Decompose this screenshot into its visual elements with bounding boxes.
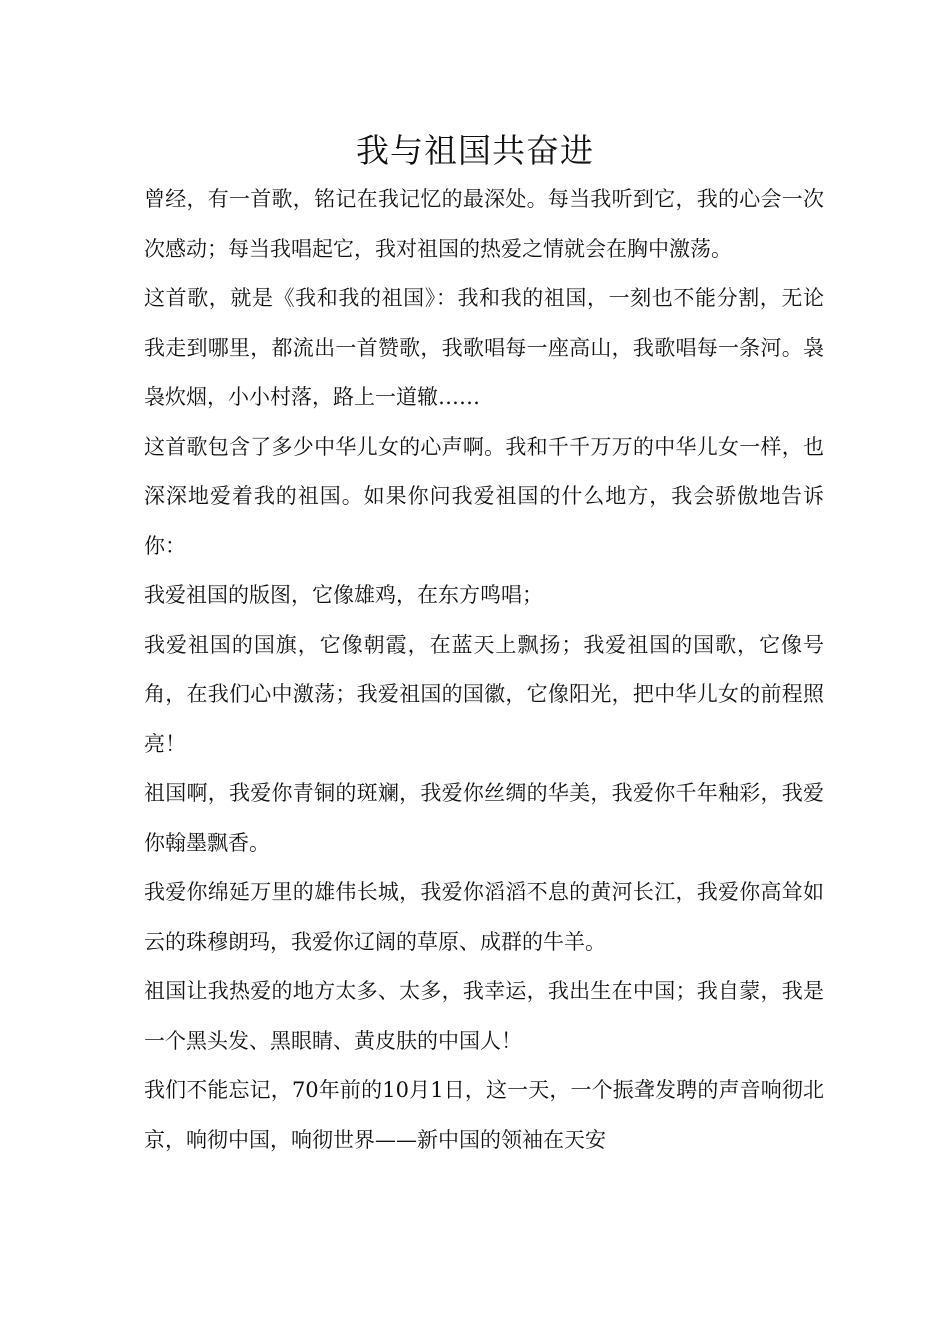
document-title: 我与祖国共奋进 [356,131,594,170]
paragraph: 这首歌包含了多少中华儿女的心声啊。我和千千万万的中华儿女一样，也深深地爱着我的祖国。如果你问我爱祖国的什么地方，我会骄傲地告诉你： [144,434,824,558]
paragraph: 祖国让我热爱的地方太多、太多，我幸运，我出生在中国；我自蒙，我是一个黑头发、黑眼睛、黄皮肤的中国人！ [144,979,824,1053]
document-body [144,175,824,1165]
paragraph: 祖国啊，我爱你青铜的斑斓，我爱你丝绸的华美，我爱你千年釉彩，我爱你翰墨飘香。 [144,781,824,855]
paragraph: 我爱祖国的国旗，它像朝霞，在蓝天上飘扬；我爱祖国的国歌，它像号角，在我们心中激荡；我爱祖国的国徽，它像阳光，把中华儿女的前程照亮！ [144,632,824,756]
paragraph: 这首歌，就是《我和我的祖国》：我和我的祖国，一刻也不能分割，无论我走到哪里，都流出一首赞歌，我歌唱每一座高山，我歌唱每一条河。袅袅炊烟，小小村落，路上一道辙…… [144,286,824,409]
paragraph: 我爱你绵延万里的雄伟长城，我爱你滔滔不息的黄河长江，我爱你高耸如云的珠穆朗玛，我爱你辽阔的草原、成群的牛羊。 [144,880,824,954]
paragraph: 我爱祖国的版图，它像雄鸡，在东方鸣唱； [144,583,543,607]
paragraph: 我们不能忘记，70年前的10月1日，这一天，一个振聋发聘的声音响彻北京，响彻中国，响彻世界——新中国的领袖在天安 [144,1078,824,1152]
paragraph: 曾经，有一首歌，铭记在我记忆的最深处。每当我听到它，我的心会一次次感动；每当我唱起它，我对祖国的热爱之情就会在胸中激荡。 [144,187,824,261]
